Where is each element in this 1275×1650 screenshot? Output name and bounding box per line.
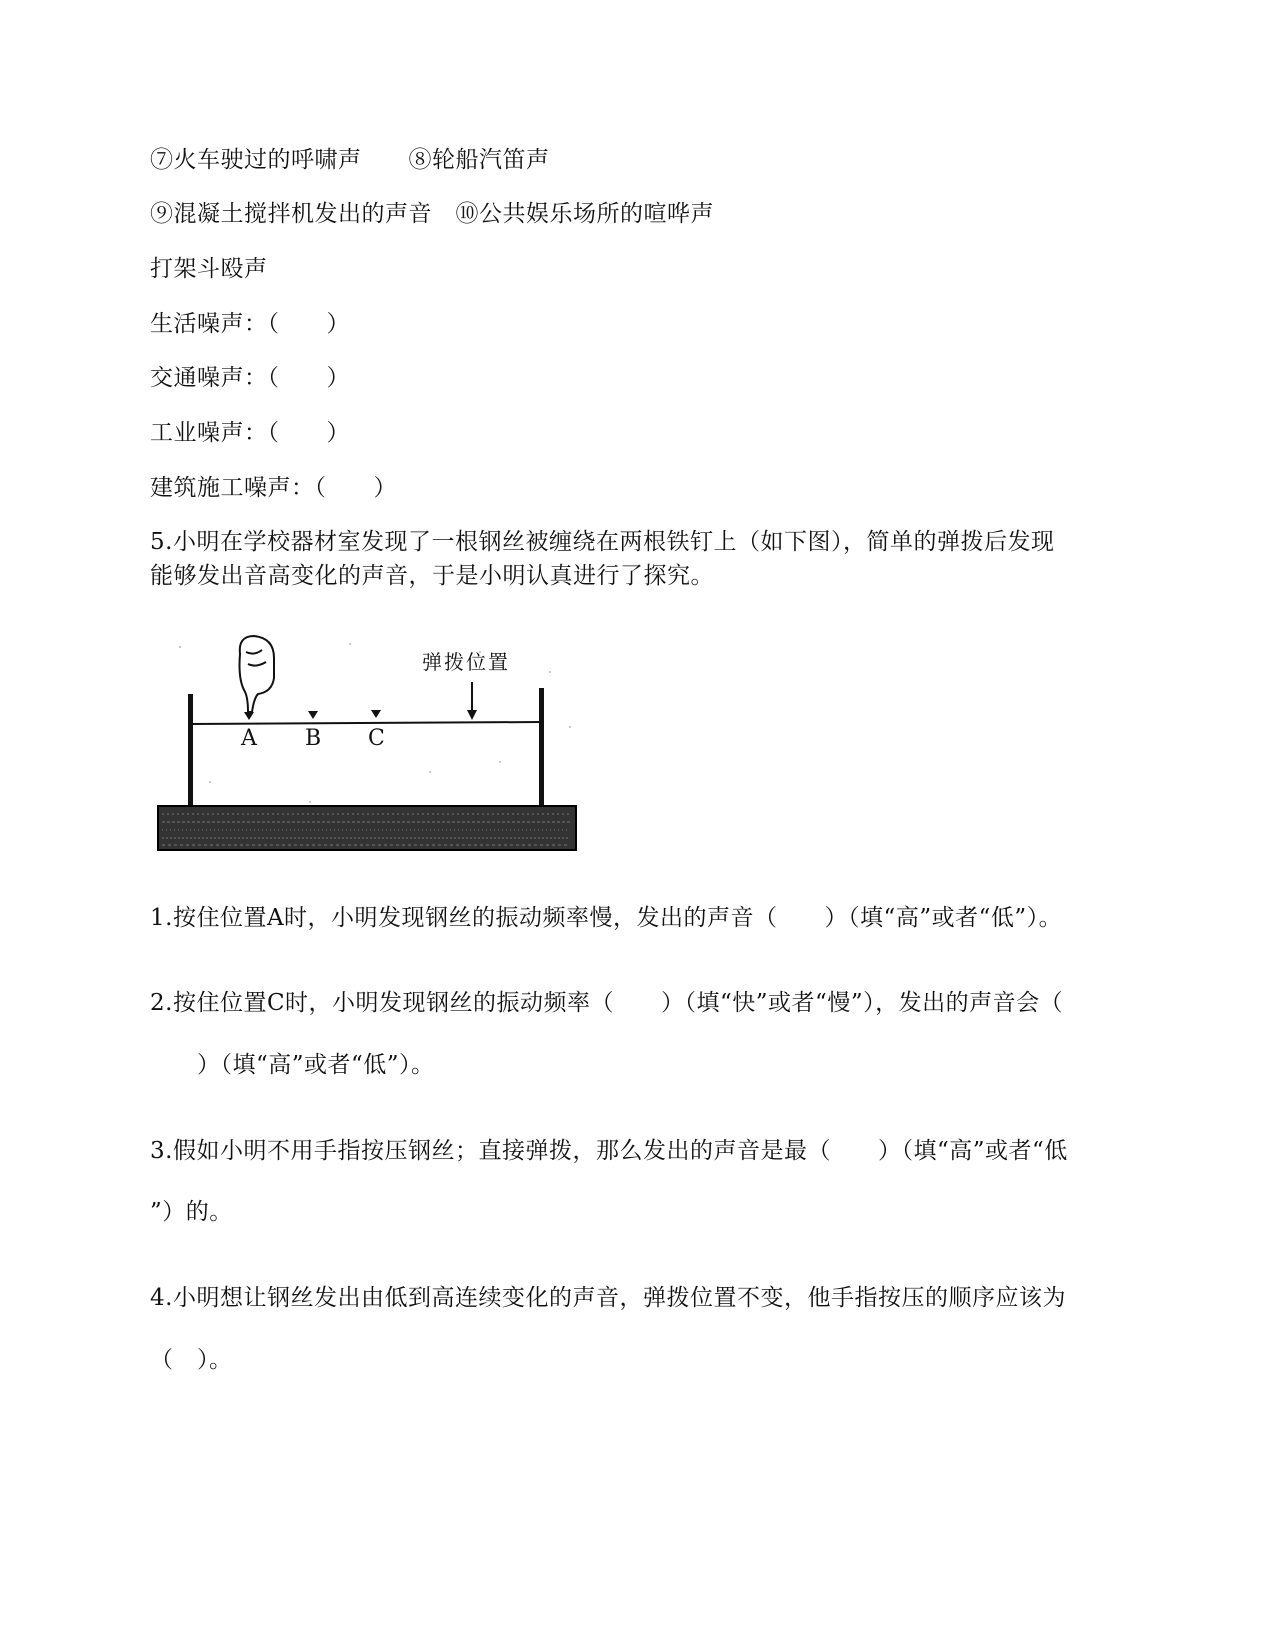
pluck-position-label: 弹拨位置 <box>422 650 510 674</box>
category-living-noise: 生活噪声：（ ） <box>150 311 350 337</box>
sub-question-3-line-2: ”）的。 <box>150 1199 233 1225</box>
sub-question-2-line-2: ）（填“高”或者“低”）。 <box>150 1052 435 1078</box>
sub-question-4-line-1: 4.小明想让钢丝发出由低到高连续变化的声音，弹拨位置不变，他手指按压的顺序应该为 <box>150 1285 1066 1311</box>
point-c-label: C <box>368 726 385 751</box>
category-construction-noise: 建筑施工噪声：（ ） <box>150 475 397 501</box>
question-5-stem-line-1: 5.小明在学校器材室发现了一根钢丝被缠绕在两根铁钉上（如下图），简单的弹拨后发现 <box>150 529 1055 555</box>
point-a-label: A <box>241 726 257 751</box>
sub-question-2-line-1: 2.按住位置C时，小明发现钢丝的振动频率（ ）（填“快”或者“慢”），发出的声音会（ <box>150 990 1064 1016</box>
sub-question-1: 1.按住位置A时，小明发现钢丝的振动频率慢，发出的声音（ ）（填“高”或者“低”）。 <box>150 905 1063 931</box>
sub-question-3-line-1: 3.假如小明不用手指按压钢丝；直接弹拨，那么发出的声音是最（ ）（填“高”或者“低 <box>150 1138 1068 1164</box>
category-traffic-noise: 交通噪声：（ ） <box>150 365 350 391</box>
noise-options-line-1: ⑦火车驶过的呼啸声 ⑧轮船汽笛声 <box>150 147 550 173</box>
pointing-finger-icon <box>240 636 275 712</box>
point-b-label: B <box>305 726 322 751</box>
noise-options-line-2: ⑨混凝土搅拌机发出的声音 ⑩公共娱乐场所的喧哗声 <box>150 201 714 227</box>
steel-wire-figure <box>150 632 610 894</box>
noise-options-line-3: 打架斗殴声 <box>150 256 268 282</box>
sub-question-4-line-2: （ ）。 <box>150 1347 233 1373</box>
category-industrial-noise: 工业噪声：（ ） <box>150 420 350 446</box>
question-5-stem-line-2: 能够发出音高变化的声音，于是小明认真进行了探究。 <box>150 563 714 589</box>
